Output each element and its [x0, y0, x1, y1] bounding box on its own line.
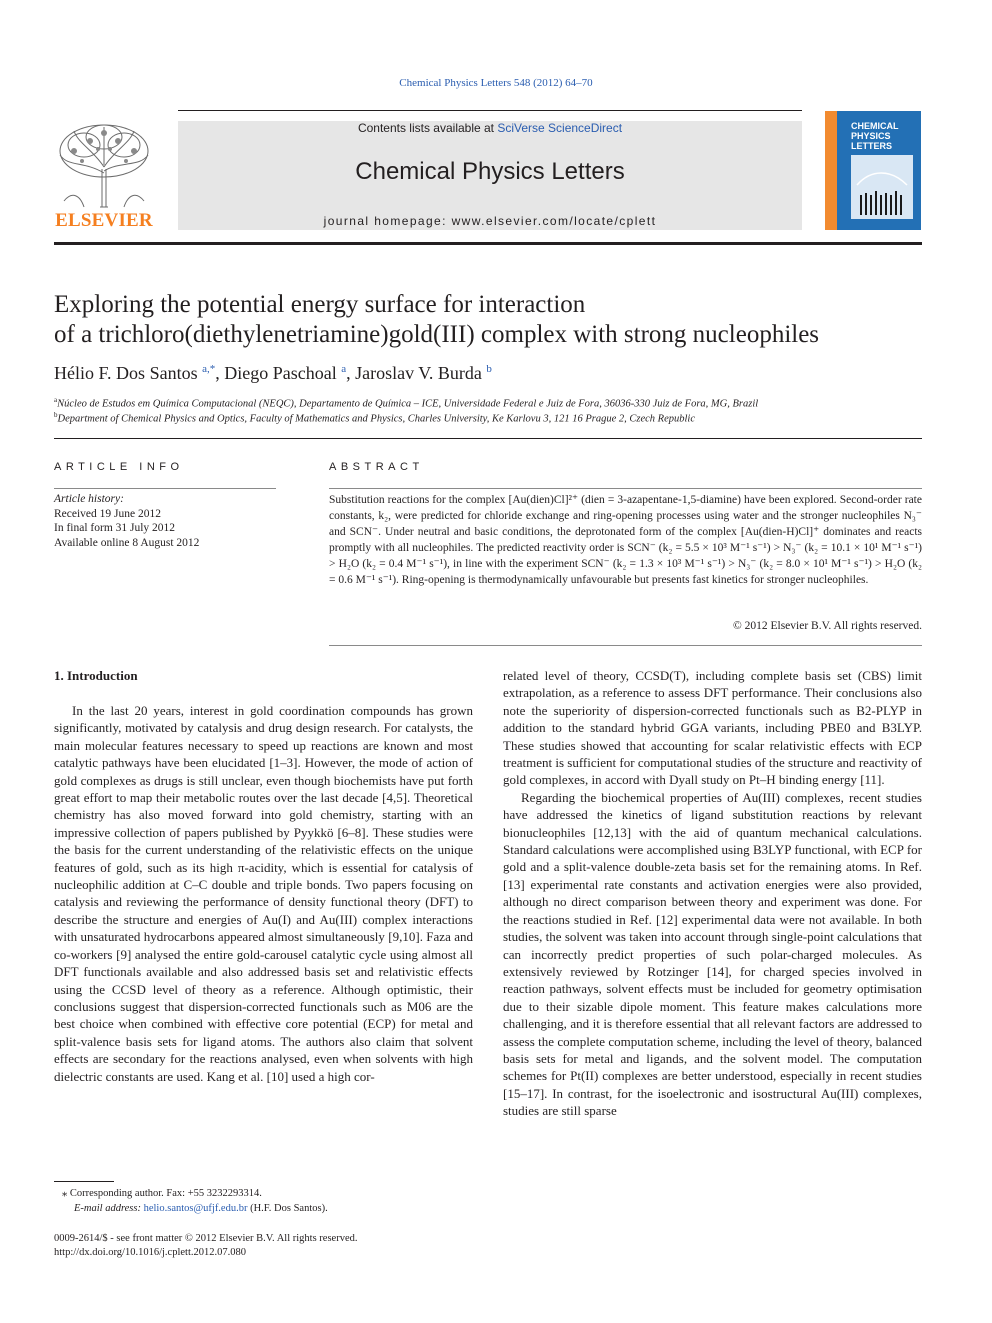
paragraph: Regarding the biochemical properties of Au(III) complexes, recent studies have addressed the kinetics of ligand substitution reactions by relevant bionucleophiles [12,13] with the aid of quantum mechanical calculations. Standard calculations were accomplished using B3LYP functional, with ECP for gold and a split-valence double-zeta basis set for the remaining atoms. In Ref. [13] experimental rate constants and activation energies were also provided, although no direct comparison between theory and experiment was done. For the reactions studied in Ref. [12] experimental data were not available. In both studies, the solvent was taken into account through single-point calculations that can incorrectly predict properties of such polar-charged molecules. As extensively reviewed by Rotzinger [14], for charged species involved in reaction pathways, solvent effects must be included for geometry optimisation due to their sizable dipole moment. This feature makes calculations more challenging, and it is therefore essential that all relevant factors are addressed to assess the complete computation scheme, including the level of theory, balanced basis sets for metal and ligands, and the solvent model. The computation schemes for Pt(II) complexes are better understood, especially in recent studies [15–17]. In contrast, for the isoelectronic and isostructural Au(III) complexes, studies are still sparse	[503, 789, 922, 1119]
sciencedirect-link[interactable]: SciVerse ScienceDirect	[497, 121, 623, 135]
author-email-link[interactable]: helio.santos@ufjf.edu.br	[143, 1203, 248, 1214]
affiliation-b: $^b$Department of Chemical Physics and Optics, Faculty of Mathematics and Physics, Charles University, Ke Karlovu 3, 121 16 Prague 2, Czech Republic	[54, 411, 695, 425]
abstract-bottom-rule	[329, 645, 922, 646]
footnote-rule	[54, 1181, 114, 1182]
elsevier-wordmark: ELSEVIER	[55, 210, 153, 231]
masthead-bottom-rule	[54, 242, 922, 245]
affiliation-rule	[54, 438, 922, 439]
author-name[interactable]: Hélio F. Dos Santos	[54, 363, 198, 383]
journal-homepage[interactable]: journal homepage: www.elsevier.com/locate/cplett	[323, 214, 657, 228]
cover-artwork	[851, 155, 913, 219]
author-affiliation-mark[interactable]: a	[341, 363, 347, 375]
author-affiliation-mark[interactable]: b	[486, 363, 492, 375]
right-column	[503, 667, 922, 1120]
doi-link[interactable]: http://dx.doi.org/10.1016/j.cplett.2012.07.080	[54, 1247, 247, 1258]
journal-citation[interactable]: Chemical Physics Letters 548 (2012) 64–70	[399, 77, 593, 89]
section-heading-introduction: 1. Introduction	[54, 668, 138, 683]
left-column	[54, 702, 473, 1085]
abstract-text: Substitution reactions for the complex [Au(dien)Cl]²⁺ (dien = 3-azapentane-1,5-diamine) have been explored. Second-order rate constants, k₂, were predicted for chloride exchange and ring-opening processes using water and the stronger nucleophiles N₃⁻ and SCN⁻. Under neutral and basic conditions, the deprotonated form of the complex [Au(dien-H)Cl]⁺ dominates and reacts promptly with all nucleophiles. The predicted reactivity order is SCN⁻ (k₂ = 5.5 × 10³ M⁻¹ s⁻¹) > N₃⁻ (k₂ = 10.1 × 10¹ M⁻¹ s⁻¹) > H₂O (k₂ = 0.4 M⁻¹ s⁻¹), in line with the experiment SCN⁻ (k₂ = 1.3 × 10³ M⁻¹ s⁻¹) > N₃⁻ (k₂ = 8.0 × 10¹ M⁻¹ s⁻¹) > H₂O (k₂ = 0.6 M⁻¹ s⁻¹). Ring-opening is thermodynamically unfavourable but presents fast kinetics for stronger nucleophiles.	[329, 494, 922, 586]
email-note: E-mail address: helio.santos@ufjf.edu.br (H.F. Dos Santos).	[74, 1203, 328, 1214]
cover-side-stripe	[825, 111, 837, 230]
author-list: Hélio F. Dos Santos $^{a,*}$, Diego Paschoal $^a$, Jaroslav V. Burda $^b$	[54, 363, 492, 383]
contents-line: Contents lists available at SciVerse ScienceDirect	[357, 121, 623, 135]
cover-title: CHEMICAL PHYSICS LETTERS	[851, 121, 899, 151]
journal-masthead	[178, 121, 802, 230]
abstract-label: ABSTRACT	[329, 461, 424, 473]
header-rule	[178, 110, 802, 111]
author-name[interactable]: Jaroslav V. Burda	[355, 363, 482, 383]
affiliation-a: $^a$Núcleo de Estudos em Química Computacional (NEQC), Departamento de Química – ICE, Universidade Federal e Juiz de Fora, 36036-330 Juiz de Fora, MG, Brazil	[54, 396, 759, 410]
author-affiliation-mark[interactable]: a,*	[202, 363, 216, 375]
paragraph: related level of theory, CCSD(T), including complete basis set (CBS) limit extrapolation, as a reference to assess DFT performance. Their conclusions also note the superiority of dispersion-corrected functionals such as B2-PLYP in addition to the standard hybrid GGA variants, including PBE0 and B3LYP. These studies showed that accounting for scalar relativistic effects with ECP treatment is sufficient for computational studies of the structure and reactivity of gold complexes, in accord with Dyall study on Pt–H binding energy [11].	[503, 668, 922, 788]
article-info-label: ARTICLE INFO	[54, 461, 184, 473]
journal-title: Chemical Physics Letters	[355, 158, 625, 185]
article-title: Exploring the potential energy surface for interaction of a trichloro(diethylenetriamine)gold(III) complex with strong nucleophiles	[54, 291, 820, 348]
article-info-rule	[54, 488, 276, 489]
issn-line: 0009-2614/$ - see front matter © 2012 Elsevier B.V. All rights reserved.	[54, 1233, 358, 1244]
journal-cover-thumbnail	[825, 111, 921, 230]
author-name[interactable]: Diego Paschoal	[224, 363, 337, 383]
abstract-rule	[329, 488, 922, 489]
abstract-copyright: © 2012 Elsevier B.V. All rights reserved.	[733, 620, 922, 632]
paragraph: In the last 20 years, interest in gold coordination compounds has grown significantly, motivated by catalysis and drug design research. For catalysts, the main molecular features necessary to speed up reactions are known and most catalytic pathways have been elucidated [1–3]. However, the mode of action of gold complexes as drugs is still unclear, even though biochemists have put forth great effort to map their metabolic routes over the last decade [4,5]. Theoretical chemistry has also moved forward into gold chemistry, starting with an impressive collection of papers published by Pyykkö [6–8]. These studies were the basis for the current understanding of the relativistic effects on the unique features of gold, such as its high π-acidity, which is essential for catalysis of nucleophilic addition at C–C double and triple bonds. Two papers focusing on catalysis and reviewing the performance of density functional theory (DFT) to describe the structure and energies of Au(I) and Au(III) complex interactions with unsaturated hydrocarbons appeared almost simultaneously [9,10]. Faza and co-workers [9] analysed the entire gold-carousel catalytic cycle using almost all DFT functionals available and also addressed basis set and relativistic effects using the CCSD level of theory as a reference. Although optimistic, their conclusions suggest that dispersion-corrected functionals such as M06 are the best choice when combined with effective core potential (ECP) for metal and split-valence basis sets for ligand atoms. The authors also claim that solvent effects are secondary for the reactions analysed, even when solvents with high dielectric constants are used. Kang et al. [10] used a high cor-	[54, 703, 473, 1084]
corresponding-author-note: ⁎ Corresponding author. Fax: +55 3232293314.	[62, 1188, 262, 1199]
article-history: Article history: Received 19 June 2012 In final form 31 July 2012 Available online 8 August 2012	[54, 493, 200, 549]
